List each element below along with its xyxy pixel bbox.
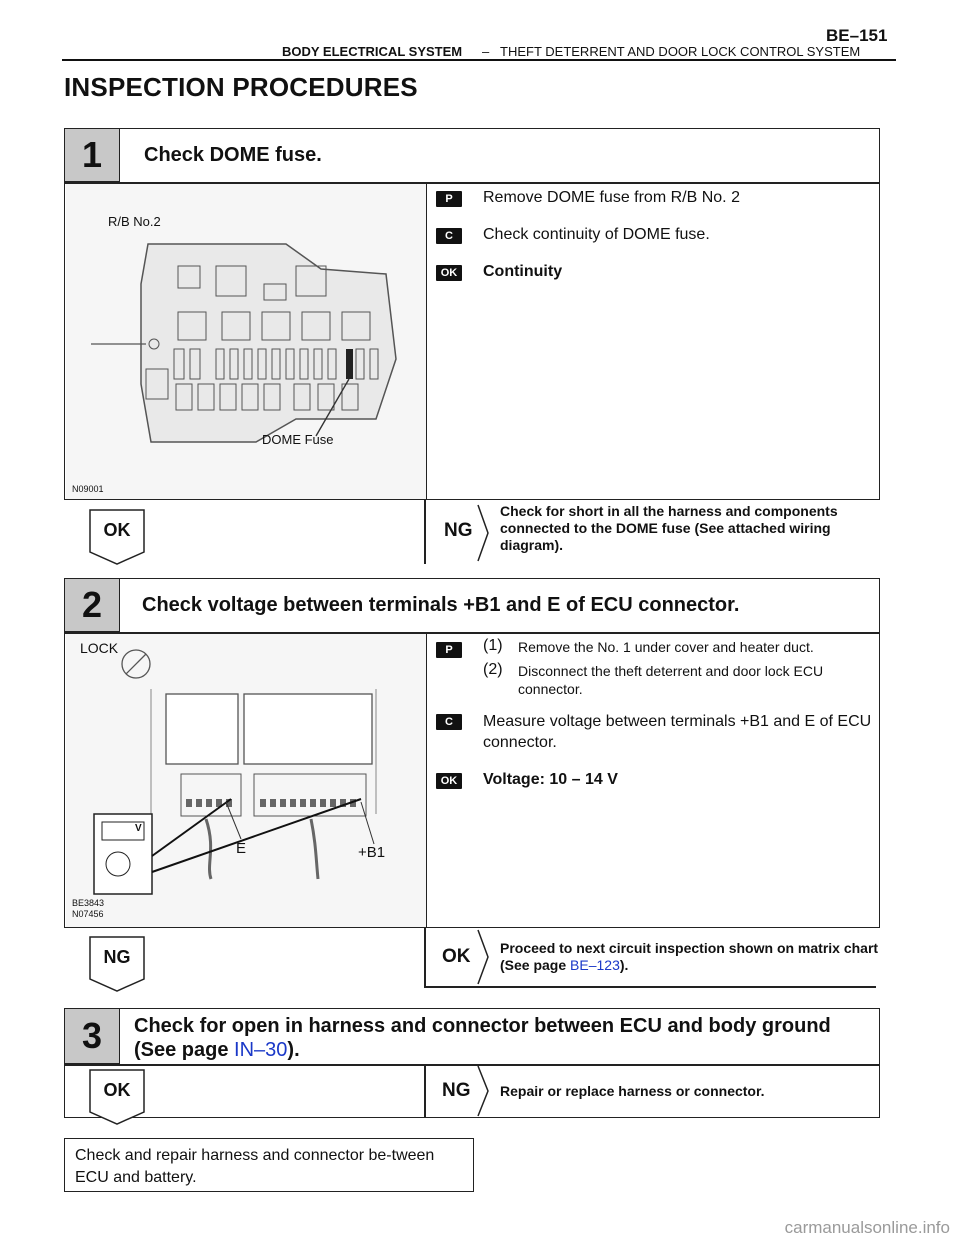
page-number: BE–151 [826,26,888,45]
header-separator: – [482,44,490,59]
step-1-diagram [66,184,427,499]
step-2-right-text: Proceed to next circuit inspection shown on matrix chart (See page BE–123). [500,940,879,973]
tag-c-icon: C [436,228,462,244]
step-3-title-line1: Check for open in harness and connector between ECU and body ground [134,1015,831,1037]
relay-block-diagram [66,184,426,499]
diagram-code-1: BE3843 [72,898,105,908]
meter-label: V [135,823,142,834]
ecu-connector-diagram [66,634,426,927]
section-name: BODY ELECTRICAL SYSTEM [282,44,463,59]
tag-ok-icon: OK [436,773,462,789]
step-1-instruction-p: Remove DOME fuse from R/B No. 2 [483,189,740,206]
rb-label: R/B No.2 [108,214,161,229]
page-title: INSPECTION PROCEDURES [64,72,418,102]
step-2-left-result: NG [103,947,131,967]
diagram-code: N09001 [72,484,104,494]
link-in-30[interactable]: IN–30 [234,1039,288,1061]
header-rule [62,59,896,61]
tag-p-icon: P [436,191,462,207]
subsection-name: THEFT DETERRENT AND DOOR LOCK CONTROL SYSTEM [500,44,861,59]
lock-label: LOCK [80,640,119,656]
terminal-b1-label: +B1 [358,844,386,861]
step-1-title: Check DOME fuse. [144,144,322,166]
step-2-instruction-c: Measure voltage between terminals +B1 and E of ECU connector. [483,713,872,751]
step-2-sub2-num: (2) [483,661,503,678]
tag-c-icon: C [436,714,462,730]
step-2-right-result: OK [442,946,471,967]
step-2-diagram [66,634,427,927]
diagram-code-2: N07456 [72,909,104,919]
step-3-number: 3 [64,1008,120,1064]
step-2-sub1-num: (1) [483,637,503,654]
step-2-sub2-text: Disconnect the theft deterrent and door lock ECU connector. [518,663,824,698]
step-2-sub1-text: Remove the No. 1 under cover and heater duct. [518,639,814,655]
step-3-title-line2: (See page IN–30). [134,1039,300,1061]
step-1-right-text: Check for short in all the harness and components connected to the DOME fuse (See attached wiring diagram). [500,503,838,553]
step-2-instruction-ok: Voltage: 10 – 14 V [483,771,618,788]
step-1-number: 1 [64,128,120,182]
link-be-123[interactable]: BE–123 [570,956,620,973]
terminal-e-label: E [236,840,247,857]
final-action-box: Check and repair harness and connector be-tween ECU and battery. [64,1138,474,1192]
step-1-instruction-ok: Continuity [483,263,563,280]
step-2-result-rule [424,986,876,988]
step-2-number: 2 [64,578,120,632]
step-3-left-result: OK [103,1080,131,1100]
step-2-title: Check voltage between terminals +B1 and E of ECU connector. [142,594,740,616]
step-3-right-text: Repair or replace harness or connector. [500,1083,765,1099]
tag-ok-icon: OK [436,265,462,281]
step-1-left-result: OK [103,520,131,540]
watermark: carmanualsonline.info [784,1218,950,1237]
tag-p-icon: P [436,642,462,658]
step-1-right-result: NG [444,520,473,541]
step-3-right-result: NG [442,1080,471,1101]
step-1-instruction-c: Check continuity of DOME fuse. [483,226,710,243]
dome-fuse-label: DOME Fuse [262,432,334,447]
